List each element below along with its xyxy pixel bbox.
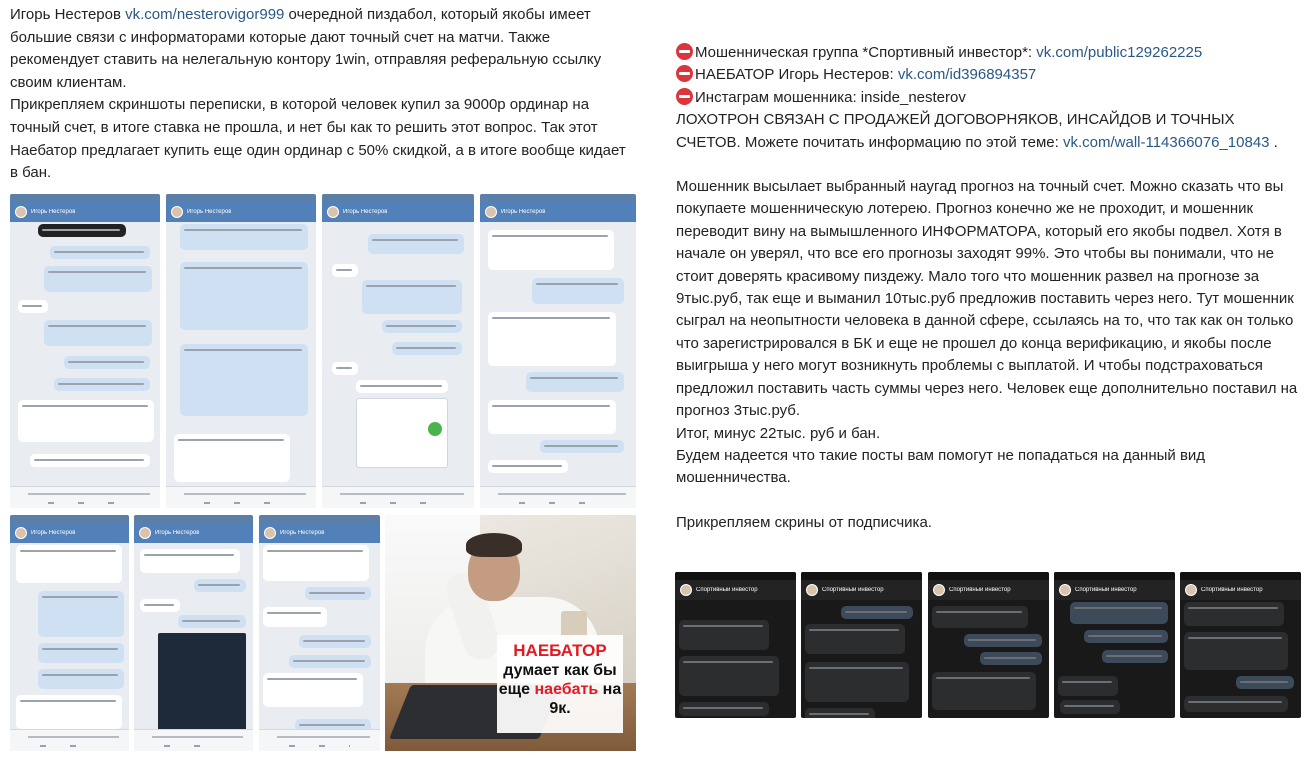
chat-screenshot-2[interactable]: Игорь Нестеров <box>166 194 316 508</box>
subscriber-screenshot-3[interactable]: Спортивный инвестор <box>928 572 1049 718</box>
right-post-paragraph-4: Прикрепляем скрины от подписчика. <box>676 513 932 531</box>
chat-screenshot-3[interactable]: Игорь Нестеров <box>322 194 474 508</box>
caption-line-2: думает как бы <box>503 662 617 679</box>
chat-screenshot-5[interactable]: Игорь Нестеров <box>10 515 129 751</box>
right-post-paragraph-3: Будем надеется что такие посты вам помогут не попадаться на данный вид мошенничества. <box>676 446 1206 487</box>
left-post-text-1: очередной пиздабол, который якобы имеет большие связи с информаторами которые дают точный счет на матчи. Также рекомендует ставить на нелегальную контору 1win, отправляя реферальную ссылку своим клиентам. <box>10 6 602 91</box>
left-post-paragraph-1 <box>10 4 636 94</box>
subscriber-screenshot-2[interactable]: Спортивный инвестор <box>801 572 922 718</box>
photo-caption <box>497 635 623 733</box>
scam-group-link[interactable]: vk.com/public129262225 <box>1036 44 1203 61</box>
caption-line-1: НАЕБАТОР <box>513 641 607 660</box>
author-profile-link[interactable]: vk.com/nesterovigor999 <box>125 6 285 23</box>
author-name: Игорь Нестеров <box>10 6 121 23</box>
no-entry-icon <box>676 88 693 105</box>
chat-screenshot-7[interactable]: Игорь Нестеров <box>259 515 380 751</box>
right-post-paragraph-2: Итог, минус 22тыс. руб и бан. <box>676 424 881 442</box>
caption-line-4: 9к. <box>549 700 571 717</box>
scammer-photo <box>385 515 636 751</box>
right-post-paragraph-1: Мошенник высылает выбранный наугад прогноз на точный счет. Можно сказать что вы покупаете мошенническую лотерею. Прогноз конечно же не проходит, и мошенник переводит вину на вымышленного ИНФОРМАТОРА, который его якобы подвел. Хотя в начале он уверял, что все его прогнозы заходят 99%. Это чтобы вы понимали, что не стоит доверять красивому пиздежу. Мало того что мошенник развел на прогнозе за 9тыс.руб, так еще и выманил 10тыс.руб предложив поставить через него. Тут мошенник сыграл на неопытности человека в данной сфере, ссылаясь на то, что так как он только что зарегистрировался в БК и еще не прошел до конца верификацию, и якобы после выигрыша у него могут возникнуть проблемы с выплатой. И чтобы подстраховаться предложил поставить часть суммы через него. Человек еще дополнительно поставил на прогноз 3тыс.руб. <box>676 178 1298 420</box>
chat-screenshot-4[interactable]: Игорь Нестеров <box>480 194 636 508</box>
left-post-paragraph-2: Прикрепляем скриншоты переписки, в которой человек купил за 9000р ординар на точный счет, в итоге ставка не прошла, и нет бы как то решить этот вопрос. Так этот Наебатор предлагает купить еще один ординар с 50% скидкой, а в итоге вообще кидает в бан. <box>10 96 626 182</box>
subscriber-screenshot-5[interactable]: Спортивный инвестор <box>1180 572 1301 718</box>
lohotron-line: ЛОХОТРОН СВЯЗАН С ПРОДАЖЕЙ ДОГОВОРНЯКОВ, ИНСАЙДОВ И ТОЧНЫХ СЧЕТОВ. Можете почитать информацию по этой теме: vk.com/wall-114366076_10843 . <box>676 111 1278 151</box>
scammer-profile-link[interactable]: vk.com/id396894357 <box>897 66 1037 84</box>
subscriber-screenshot-1[interactable]: Спортивный инвестор <box>675 572 796 718</box>
no-entry-icon <box>676 43 693 60</box>
left-post <box>10 4 636 185</box>
subscriber-screenshot-4[interactable]: Спортивный инвестор <box>1054 572 1175 718</box>
wall-post-link[interactable]: vk.com/wall-114366076_10843 <box>1062 133 1270 151</box>
chat-screenshot-1[interactable]: Игорь Нестеров <box>10 194 160 508</box>
caption-line-3: еще наебать на <box>498 681 622 698</box>
instagram-line: Инстаграм мошенника: inside_nesterov <box>676 87 1301 109</box>
scammer-profile-line: НАЕБАТОР Игорь Нестеров: vk.com/id396894357 <box>676 64 1301 86</box>
scam-group-line: Мошенническая группа *Спортивный инвестор*: vk.com/public129262225 <box>676 42 1301 64</box>
no-entry-icon <box>676 65 693 82</box>
chat-screenshot-6[interactable]: Игорь Нестеров <box>134 515 253 751</box>
right-post <box>676 42 1301 534</box>
